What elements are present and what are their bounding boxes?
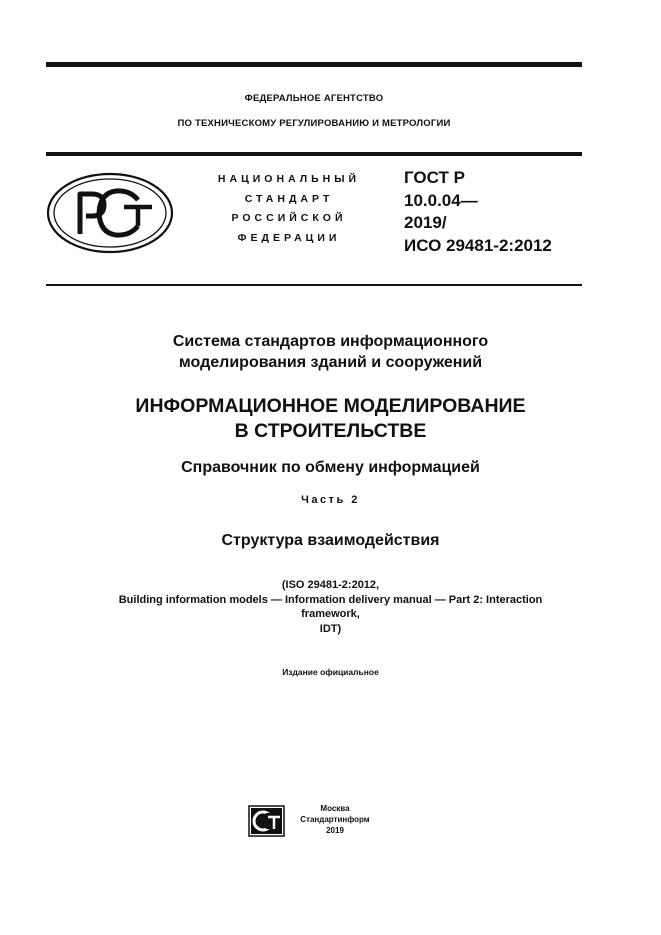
national-standard-line: ФЕДЕРАЦИИ xyxy=(237,231,341,244)
subtitle: Справочник по обмену информацией xyxy=(181,459,480,476)
designation-line: 2019/ xyxy=(404,213,447,232)
system-title-line: Система стандартов информационного xyxy=(172,333,489,350)
designation-line: ГОСТ Р xyxy=(404,168,465,187)
part-title: Структура взаимодействия xyxy=(221,532,440,549)
publisher-city: Москва xyxy=(320,804,350,813)
standartinform-logo-icon xyxy=(248,805,285,837)
national-standard-line: СТАНДАРТ xyxy=(244,192,334,205)
standard-designation xyxy=(404,167,594,257)
system-title xyxy=(0,331,661,373)
iso-reference-line: IDT) xyxy=(319,622,342,635)
national-standard-label xyxy=(200,170,378,248)
designation-line: 10.0.04— xyxy=(404,190,478,210)
agency-name-line2: ПО ТЕХНИЧЕСКОМУ РЕГУЛИРОВАНИЮ И МЕТРОЛОГИИ xyxy=(177,118,451,129)
system-title-line: моделирования зданий и сооружений xyxy=(178,354,483,371)
main-title-line: В СТРОИТЕЛЬСТВЕ xyxy=(234,420,427,442)
header-rule xyxy=(46,152,582,156)
iso-reference-line: (ISO 29481-2:2012, xyxy=(281,579,380,591)
main-title xyxy=(0,394,661,444)
publisher-info xyxy=(292,804,378,836)
title-rule xyxy=(46,284,582,286)
national-standard-line: РОССИЙСКОЙ xyxy=(231,212,347,224)
iso-reference-line: framework, xyxy=(301,608,360,620)
iso-reference-line: Building information models — Information delivery manual — Part 2: Interaction xyxy=(118,593,543,606)
top-rule xyxy=(46,62,582,67)
designation-line: ИСО 29481-2:2012 xyxy=(404,235,552,255)
main-title-line: ИНФОРМАЦИОННОЕ МОДЕЛИРОВАНИЕ xyxy=(135,395,526,417)
part-number: Часть 2 xyxy=(301,494,360,506)
national-standard-line: НАЦИОНАЛЬНЫЙ xyxy=(217,173,361,185)
iso-reference xyxy=(0,578,661,636)
official-edition-label: Издание официальное xyxy=(282,667,379,677)
publisher-name: Стандартинформ xyxy=(300,814,370,824)
publication-year: 2019 xyxy=(326,825,344,835)
rst-certification-mark-icon xyxy=(46,172,174,254)
agency-name-line1: ФЕДЕРАЛЬНОЕ АГЕНТСТВО xyxy=(244,93,384,104)
